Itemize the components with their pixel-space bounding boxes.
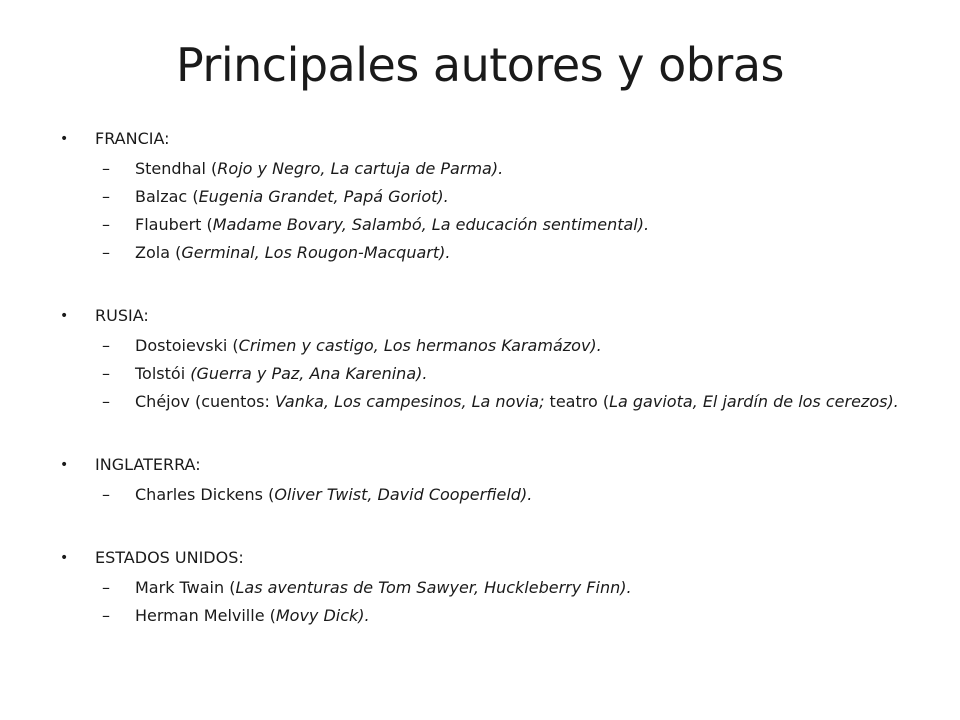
works-text: Vanka, Los campesinos, La novia; bbox=[274, 392, 545, 411]
list-item bbox=[60, 335, 920, 357]
bullet-icon: • bbox=[60, 550, 69, 566]
list-item bbox=[60, 158, 920, 180]
author-text: Mark Twain ( bbox=[135, 578, 236, 597]
dash-icon: – bbox=[102, 187, 110, 206]
section-label: FRANCIA: bbox=[95, 129, 170, 148]
section-heading-estados-unidos bbox=[60, 547, 920, 569]
bullet-icon: • bbox=[60, 131, 69, 147]
list-item bbox=[60, 242, 920, 264]
author-text: Herman Melville ( bbox=[135, 606, 276, 625]
dash-icon: – bbox=[102, 606, 110, 625]
dash-icon: – bbox=[102, 485, 110, 504]
author-text: Chéjov (cuentos: bbox=[135, 392, 275, 411]
author-text: Zola ( bbox=[135, 243, 182, 262]
list-item bbox=[60, 577, 920, 599]
list-item bbox=[60, 605, 920, 627]
list-item bbox=[60, 391, 925, 413]
dash-icon: – bbox=[102, 336, 110, 355]
author-text: Charles Dickens ( bbox=[135, 485, 275, 504]
slide-body bbox=[60, 128, 920, 627]
works-text: (Guerra y Paz, Ana Karenina). bbox=[190, 364, 428, 383]
works-text: Madame Bovary, Salambó, La educación sentimental). bbox=[212, 215, 650, 234]
dash-icon: – bbox=[102, 392, 110, 411]
author-text: Tolstói bbox=[135, 364, 191, 383]
works-text: Oliver Twist, David Cooperfield). bbox=[274, 485, 533, 504]
slide-title: Principales autores y obras bbox=[176, 38, 784, 92]
list-item bbox=[60, 484, 920, 506]
bullet-icon: • bbox=[60, 457, 69, 473]
works-text: Germinal, Los Rougon-Macquart). bbox=[181, 243, 451, 262]
dash-icon: – bbox=[102, 364, 110, 383]
author-text: teatro ( bbox=[544, 392, 610, 411]
works-text: Eugenia Grandet, Papá Goriot). bbox=[198, 187, 449, 206]
list-item bbox=[60, 214, 920, 236]
author-text: Stendhal ( bbox=[135, 159, 218, 178]
bullet-icon: • bbox=[60, 308, 69, 324]
section-label: INGLATERRA: bbox=[95, 455, 201, 474]
works-text: La gaviota, El jardín de los cerezos). bbox=[609, 392, 899, 411]
author-text: Dostoievski ( bbox=[135, 336, 239, 355]
works-text: Crimen y castigo, Los hermanos Karamázov). bbox=[238, 336, 602, 355]
dash-icon: – bbox=[102, 578, 110, 597]
works-text: Rojo y Negro, La cartuja de Parma). bbox=[217, 159, 504, 178]
list-item bbox=[60, 186, 920, 208]
works-text: Las aventuras de Tom Sawyer, Huckleberry Finn). bbox=[235, 578, 632, 597]
author-text: Balzac ( bbox=[135, 187, 199, 206]
section-label: ESTADOS UNIDOS: bbox=[95, 548, 244, 567]
works-text: Movy Dick). bbox=[275, 606, 370, 625]
section-label: RUSIA: bbox=[95, 306, 149, 325]
author-text: Flaubert ( bbox=[135, 215, 213, 234]
list-item bbox=[60, 363, 920, 385]
section-heading-francia bbox=[60, 128, 920, 150]
section-heading-rusia bbox=[60, 305, 920, 327]
dash-icon: – bbox=[102, 159, 110, 178]
dash-icon: – bbox=[102, 215, 110, 234]
dash-icon: – bbox=[102, 243, 110, 262]
section-heading-inglaterra bbox=[60, 454, 920, 476]
